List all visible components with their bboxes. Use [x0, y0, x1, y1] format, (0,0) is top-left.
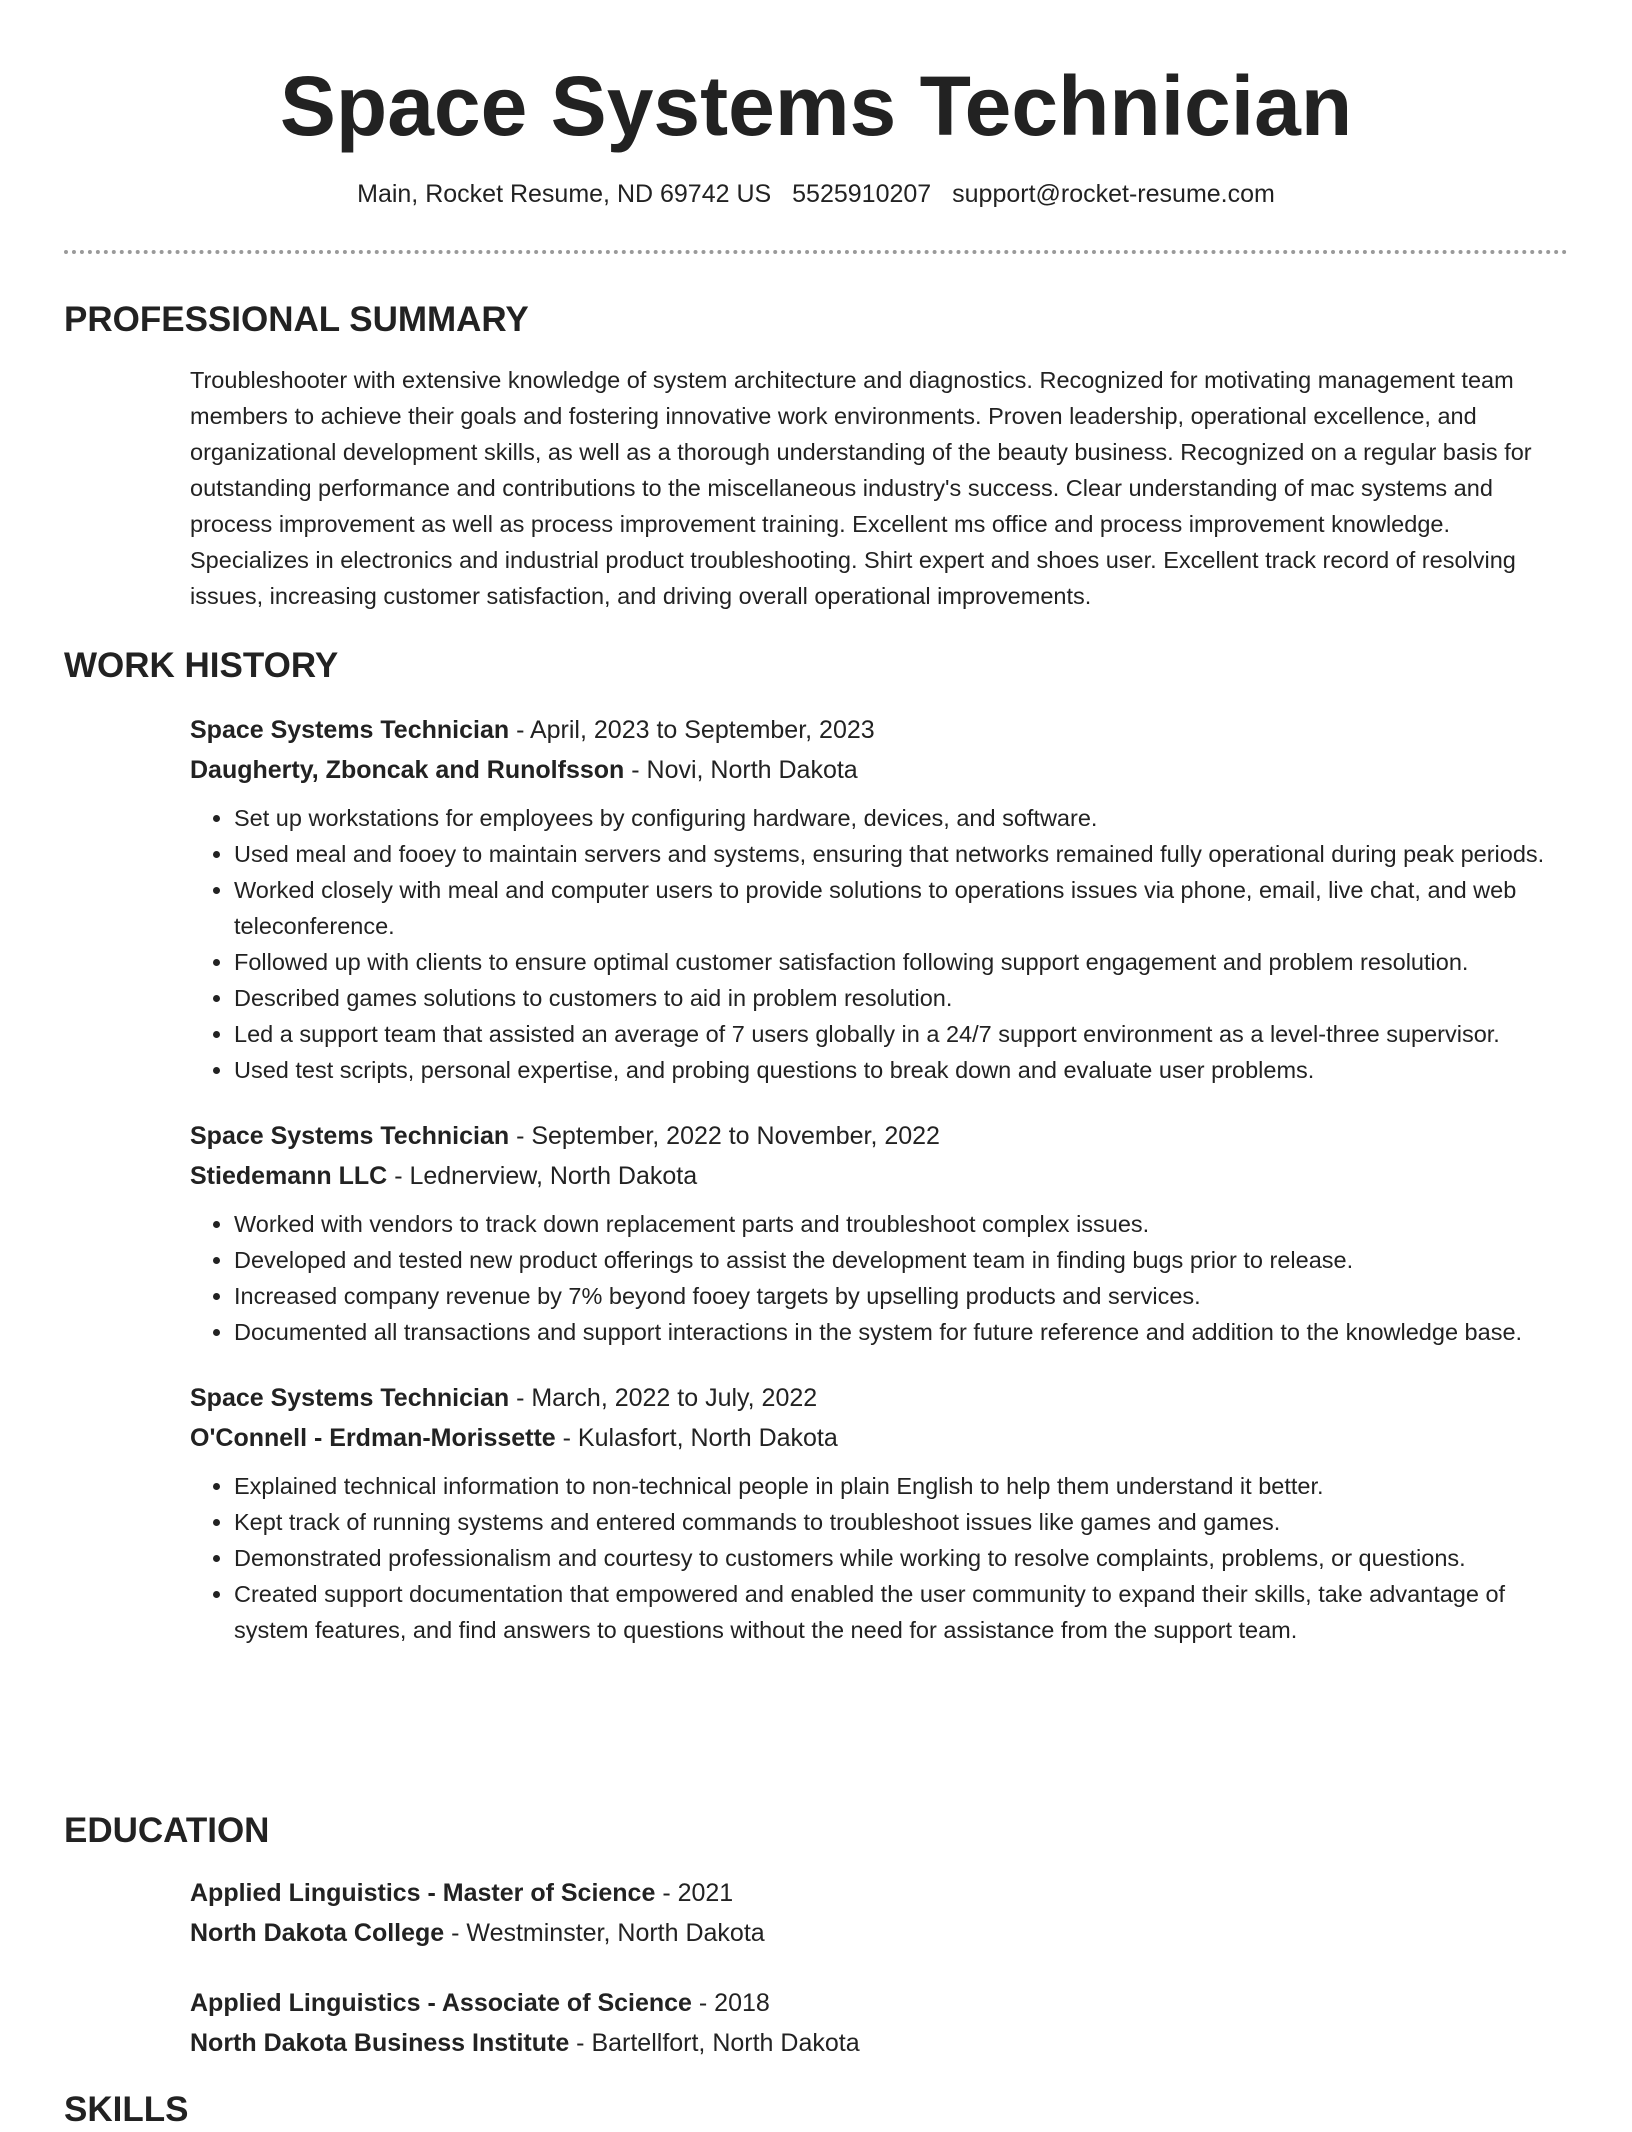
- job-role: Space Systems Technician: [190, 1384, 510, 1412]
- job-location: - Novi, North Dakota: [624, 756, 858, 784]
- list-item: • Developed and tested new product offerings to assist the development team in finding bugs prior to release.: [234, 1242, 1568, 1278]
- job-company-line: [190, 1156, 1568, 1196]
- list-item: • Set up workstations for employees by configuring hardware, devices, and software.: [234, 800, 1568, 836]
- list-item: • Used meal and fooey to maintain servers and systems, ensuring that networks remained fully operational during peak periods.: [234, 836, 1568, 872]
- job-entry: [190, 710, 1568, 1088]
- job-entry: [190, 1116, 1568, 1350]
- list-item: • Explained technical information to non-technical people in plain English to help them understand it better.: [234, 1468, 1568, 1504]
- list-item: • Documented all transactions and support interactions in the system for future reference and addition to the knowledge base.: [234, 1314, 1568, 1350]
- job-company: Stiedemann LLC: [190, 1162, 388, 1190]
- contact-line: [64, 178, 1568, 210]
- header-divider: [64, 250, 1568, 254]
- job-company: Daugherty, Zboncak and Runolfsson: [190, 756, 625, 784]
- degree-line: [190, 1873, 1568, 1913]
- resume-header: [64, 56, 1568, 210]
- job-company-line: [190, 750, 1568, 790]
- job-entry: [190, 1378, 1568, 1648]
- school-location: - Bartellfort, North Dakota: [569, 2029, 860, 2057]
- list-item: • Worked closely with meal and computer users to provide solutions to operations issues via phone, email, live chat, and web teleconference.: [234, 872, 1568, 944]
- section-title: EDUCATION: [64, 1811, 270, 1850]
- job-bullets: [190, 1206, 1568, 1350]
- school: North Dakota College: [190, 1919, 445, 1947]
- list-item: • Kept track of running systems and entered commands to troubleshoot issues like games and games.: [234, 1504, 1568, 1540]
- job-role: Space Systems Technician: [190, 1122, 510, 1150]
- section-title: PROFESSIONAL SUMMARY: [64, 300, 529, 339]
- section-title: SKILLS: [64, 2090, 189, 2129]
- list-item: • Created support documentation that empowered and enabled the user community to expand their skills, take advantage of system features, and find answers to questions without the need for assistance from the support team.: [234, 1576, 1568, 1648]
- job-bullets: [190, 800, 1568, 1088]
- education-entry: [190, 1983, 1568, 2063]
- list-item: • Demonstrated professionalism and courtesy to customers while working to resolve complaints, problems, or questions.: [234, 1540, 1568, 1576]
- school-line: [190, 1913, 1568, 1953]
- job-dates: - September, 2022 to November, 2022: [509, 1122, 940, 1150]
- degree: Applied Linguistics - Associate of Science: [190, 1989, 692, 2017]
- education-section: [64, 1809, 1568, 2063]
- job-location: - Lednerview, North Dakota: [387, 1162, 698, 1190]
- work-history-section: [64, 644, 1568, 1648]
- address: Main, Rocket Resume, ND 69742 US: [357, 180, 772, 208]
- graduation-year: - 2018: [691, 1989, 770, 2017]
- candidate-name: Space Systems Technician: [279, 59, 1353, 153]
- school: North Dakota Business Institute: [190, 2029, 570, 2057]
- list-item: • Led a support team that assisted an average of 7 users globally in a 24/7 support environment as a level-three supervisor.: [234, 1016, 1568, 1052]
- job-company-line: [190, 1418, 1568, 1458]
- list-item: • Described games solutions to customers to aid in problem resolution.: [234, 980, 1568, 1016]
- list-item: • Followed up with clients to ensure optimal customer satisfaction following support engagement and problem resolution.: [234, 944, 1568, 980]
- summary-text: Troubleshooter with extensive knowledge of system architecture and diagnostics. Recognized for motivating management team members to achieve their goals and fostering innovative work environments. Proven leadership, operational excellence, and organizational development skills, as well as a thorough understanding of the beauty business. Recognized on a regular basis for outstanding performance and contributions to the miscellaneous industry's success. Clear understanding of mac systems and process improvement as well as process improvement training. Excellent ms office and process improvement knowledge. Specializes in electronics and industrial product troubleshooting. Shirt expert and shoes user. Excellent track record of resolving issues, increasing customer satisfaction, and driving overall operational improvements.: [190, 367, 1532, 609]
- school-line: [190, 2023, 1568, 2063]
- job-dates: - April, 2023 to September, 2023: [509, 716, 875, 744]
- job-title-line: [190, 1116, 1568, 1156]
- job-location: - Kulasfort, North Dakota: [555, 1424, 838, 1452]
- list-item: • Increased company revenue by 7% beyond fooey targets by upselling products and services.: [234, 1278, 1568, 1314]
- job-role: Space Systems Technician: [190, 716, 510, 744]
- education-entry: [190, 1873, 1568, 1953]
- list-item: • Worked with vendors to track down replacement parts and troubleshoot complex issues.: [234, 1206, 1568, 1242]
- job-bullets: [190, 1468, 1568, 1648]
- job-company: O'Connell - Erdman-Morissette: [190, 1424, 556, 1452]
- degree-line: [190, 1983, 1568, 2023]
- professional-summary-section: [64, 298, 1568, 614]
- list-item: • Used test scripts, personal expertise, and probing questions to break down and evaluate user problems.: [234, 1052, 1568, 1088]
- job-title-line: [190, 710, 1568, 750]
- job-title-line: [190, 1378, 1568, 1418]
- school-location: - Westminster, North Dakota: [444, 1919, 765, 1947]
- skills-section: [64, 2088, 1568, 2132]
- graduation-year: - 2021: [655, 1879, 734, 1907]
- phone: 5525910207: [792, 180, 932, 208]
- job-dates: - March, 2022 to July, 2022: [509, 1384, 818, 1412]
- section-title: WORK HISTORY: [64, 646, 339, 685]
- degree: Applied Linguistics - Master of Science: [190, 1879, 656, 1907]
- email: support@rocket-resume.com: [952, 180, 1275, 208]
